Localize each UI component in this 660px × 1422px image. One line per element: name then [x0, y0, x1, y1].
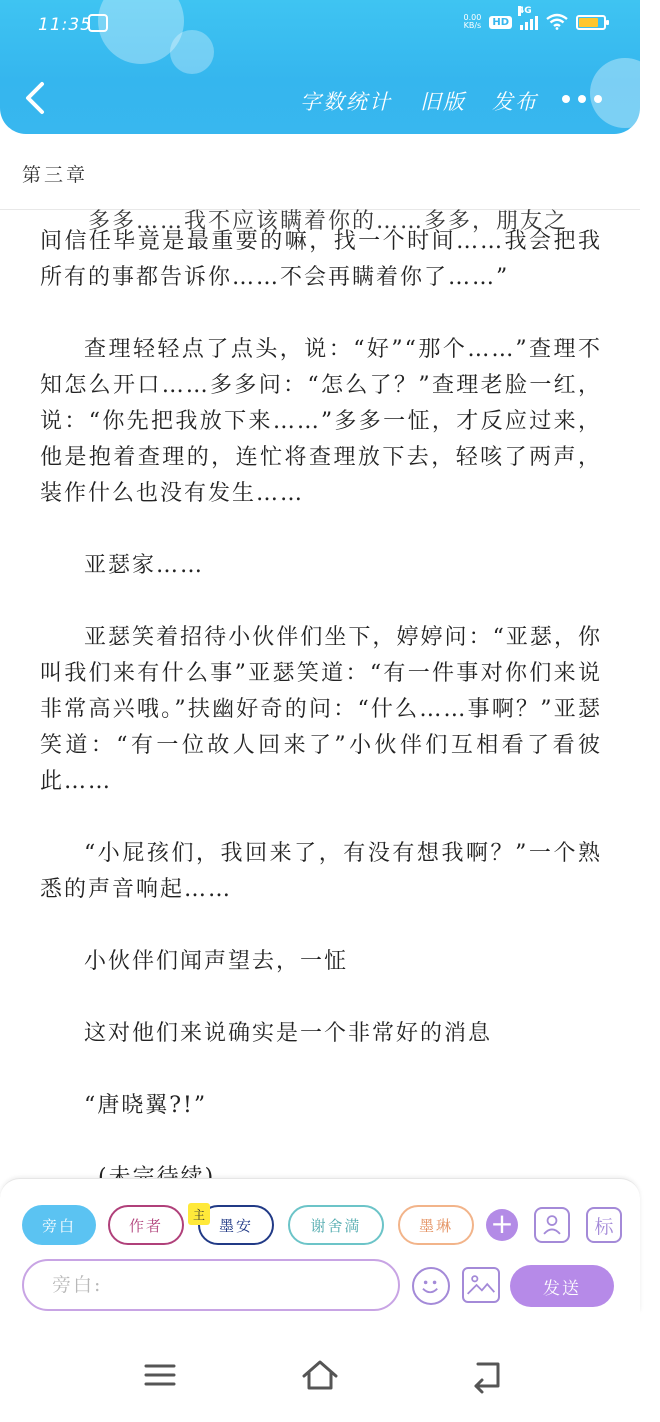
- net-speed-value: 0.00: [463, 13, 482, 22]
- more-dots-icon[interactable]: [562, 91, 602, 107]
- content-paragraph: 小伙伴们闻声望去，一怔: [84, 949, 349, 974]
- word-count-button[interactable]: 字数统计: [300, 90, 392, 114]
- role-chip-author[interactable]: 作者: [108, 1205, 184, 1245]
- content-paragraph: “小屁孩们，我回来了，有没有想我啊？”一个熟悉的声音响起……: [40, 841, 602, 902]
- old-version-button[interactable]: 旧版: [420, 90, 466, 114]
- send-button[interactable]: 发送: [510, 1265, 614, 1307]
- status-bar: [0, 0, 640, 50]
- add-role-button[interactable]: +: [486, 1209, 518, 1241]
- mark-button[interactable]: 标: [586, 1207, 622, 1243]
- role-chip-narration[interactable]: 旁白: [22, 1205, 96, 1245]
- smiley-icon[interactable]: [412, 1267, 450, 1305]
- image-icon[interactable]: [462, 1267, 500, 1303]
- battery-icon: [576, 15, 606, 30]
- chapter-title-bar: [0, 146, 640, 210]
- role-chip-molin[interactable]: 墨琳: [398, 1205, 474, 1245]
- wifi-icon: [546, 14, 568, 30]
- notification-app-icon: [88, 14, 108, 32]
- content-paragraph: 亚瑟笑着招待小伙伴们坐下，婷婷问：“亚瑟，你叫我们来有什么事”亚瑟笑道：“有一件事对你们来说非常高兴哦。”扶幽好奇的问：“什么……事啊？”亚瑟笑道：“有一位故人回来了”小伙伴们互相看了看彼此……: [40, 625, 602, 794]
- return-icon[interactable]: [468, 1358, 508, 1392]
- content-paragraph: 这对他们来说确实是一个非常好的消息: [84, 1021, 493, 1046]
- status-indicators: [463, 6, 606, 30]
- system-nav-bar: [0, 1312, 640, 1422]
- net-speed: [464, 14, 482, 30]
- main-role-badge: 主: [188, 1203, 210, 1225]
- chapter-content[interactable]: [40, 209, 602, 1178]
- menu-lines-icon[interactable]: [140, 1358, 180, 1392]
- content-paragraph: “唐晓翼?!”: [84, 1093, 208, 1118]
- person-card-icon[interactable]: [534, 1207, 570, 1243]
- back-button[interactable]: [20, 80, 50, 116]
- network-type: 4G: [518, 6, 532, 16]
- message-input[interactable]: [22, 1259, 400, 1311]
- content-paragraph: 亚瑟家……: [84, 553, 205, 578]
- content-paragraph: 查理轻轻点了点头，说：“好”“那个……”查理不知怎么开口……多多问：“怎么了？”查理老脸一红，说：“你先把我放下来……”多多一怔，才反应过来，他是抱着查理的，连忙将查理放下去，轻咳了两声，装作什么也没有发生……: [40, 337, 602, 506]
- publish-button[interactable]: 发布: [492, 90, 538, 114]
- battery-fill: [579, 18, 598, 27]
- net-speed-unit: KB/s: [463, 21, 482, 30]
- hd-badge: HD: [489, 16, 512, 29]
- partial-text-line: 多多……我不应该瞒着你的……多多，朋友之: [40, 209, 569, 234]
- chapter-title[interactable]: 第三章: [22, 164, 89, 186]
- input-panel: [0, 1178, 640, 1312]
- content-paragraph: 间信任毕竟是最重要的嘛，找一个时间……我会把我所有的事都告诉你……不会再瞒着你了……”: [40, 229, 602, 290]
- role-chip-xie[interactable]: 谢舍満: [288, 1205, 384, 1245]
- status-time: 11:35: [38, 15, 92, 35]
- cell-signal-icon: [518, 6, 538, 30]
- role-chip-moan[interactable]: 墨安: [198, 1205, 274, 1245]
- home-icon[interactable]: [300, 1358, 340, 1392]
- header-actions: [300, 86, 554, 116]
- top-app-bar: [0, 0, 640, 134]
